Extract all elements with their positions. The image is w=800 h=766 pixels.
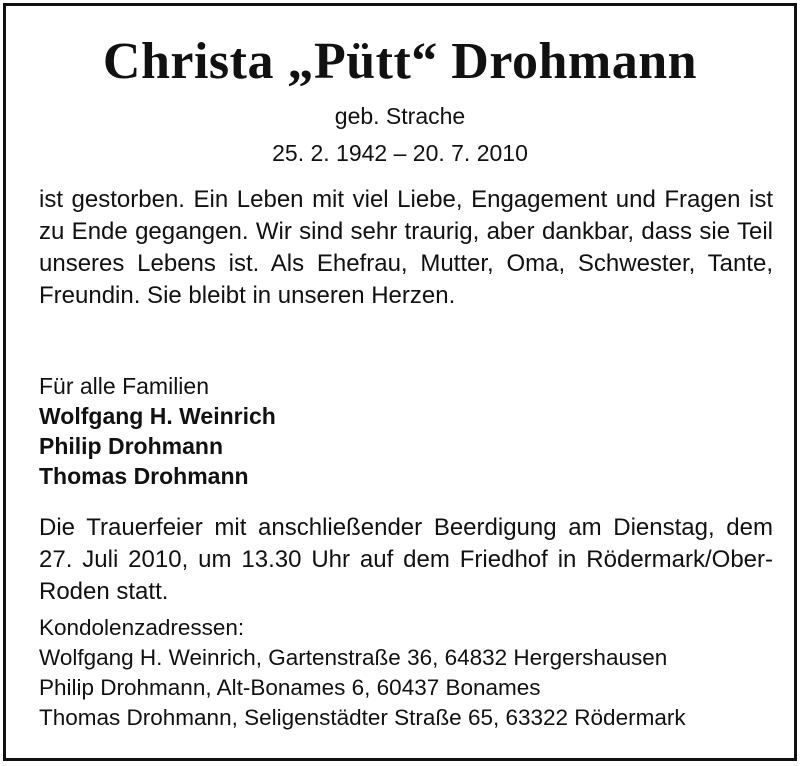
condolence-addresses [39, 613, 779, 733]
signer-name: Wolfgang H. Weinrich [39, 403, 276, 429]
signer-name: Philip Drohmann [39, 433, 223, 459]
notice-border [3, 3, 797, 761]
addresses-heading: Kondolenzadressen: [39, 615, 245, 640]
address-line: Wolfgang H. Weinrich, Gartenstraße 36, 64832 Hergershausen [39, 645, 668, 670]
signers-intro: Für alle Familien [39, 373, 209, 399]
address-line: Thomas Drohmann, Seligenstädter Straße 65, 63322 Rödermark [39, 705, 686, 730]
signers-block [39, 371, 779, 491]
deceased-name: Christa „Pütt“ Drohmann [102, 33, 698, 90]
signer-name: Thomas Drohmann [39, 463, 249, 489]
intro-paragraph: ist gestorben. Ein Leben mit viel Liebe, Engagement und Fragen ist zu Ende gegangen. Wir sind sehr traurig, aber dankbar, dass sie Teil unseres Lebens ist. Als Ehefrau, Mutter, Oma, Schwester, Tante, Freundin. Sie bleibt in unseren Herzen. [39, 186, 773, 309]
birth-name: geb. Strache [334, 103, 466, 129]
ceremony-paragraph: Die Trauerfeier mit anschließender Beerdigung am Dienstag, dem 27. Juli 2010, um 13.30 Uhr auf dem Friedhof in Rödermark/Ober-Roden statt. [39, 514, 773, 605]
life-dates: 25. 2. 1942 – 20. 7. 2010 [272, 140, 528, 166]
address-line: Philip Drohmann, Alt-Bonames 6, 60437 Bonames [39, 675, 541, 700]
